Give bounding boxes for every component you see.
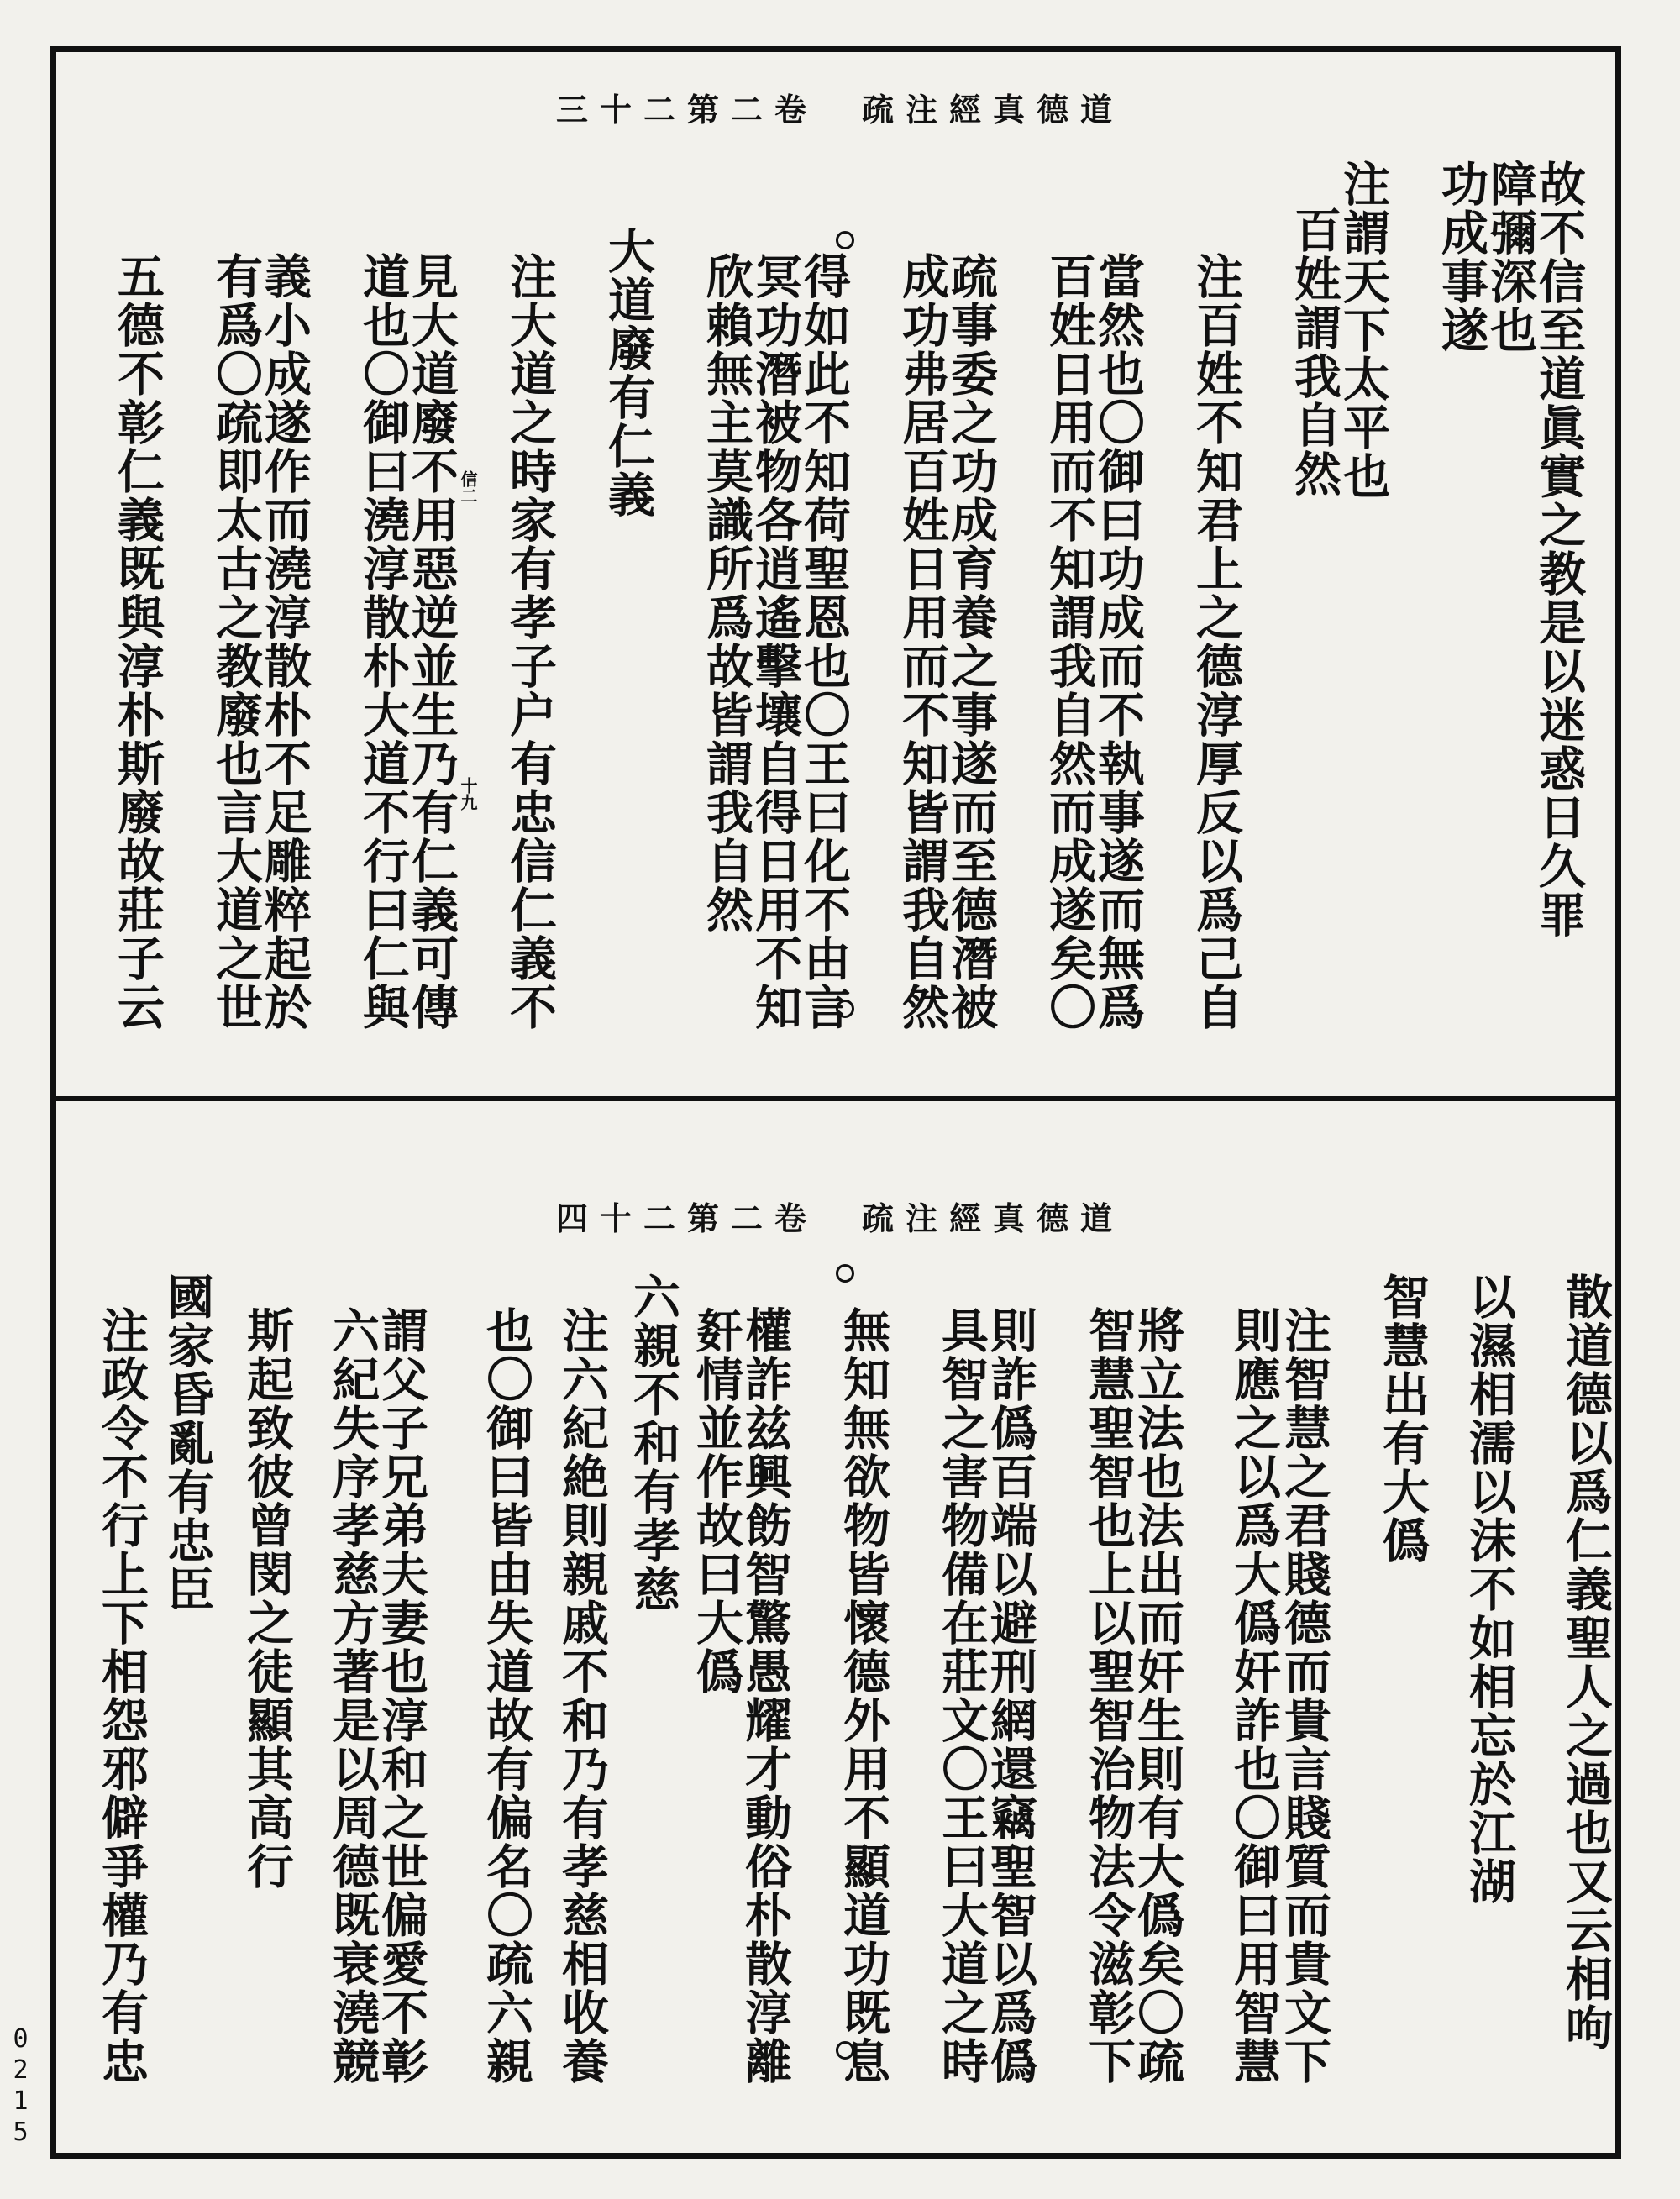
bottom-column-1: 散道德以爲仁義聖人之過也又云相呴 bbox=[1558, 1273, 1614, 2052]
top-column-13: 欣賴無主莫識所爲故皆謂我自然 bbox=[699, 252, 754, 934]
top-column-15: 注大道之時家有孝子户有忠信仁義不 bbox=[502, 252, 558, 1031]
circle-marker bbox=[836, 1000, 854, 1018]
bottom-column-4: 注智慧之君賤德而貴言賤質而貴文下 bbox=[1277, 1306, 1332, 2086]
top-column-5: 百姓謂我自然 bbox=[1287, 206, 1342, 498]
circle-marker bbox=[836, 231, 854, 249]
bottom-column-20: 注政令不行上下相怨邪僻爭權乃有忠 bbox=[94, 1306, 150, 2086]
bottom-column-6: 將立法也法出而奸生則有大僞矣〇疏 bbox=[1130, 1306, 1185, 2086]
page-divider bbox=[50, 1096, 1621, 1101]
circle-marker bbox=[836, 1264, 854, 1283]
top-column-1: 故不信至道眞實之教是以迷惑日久罪 bbox=[1531, 160, 1587, 939]
bottom-column-18: 斯起致彼曾閔之徒顯其高行 bbox=[239, 1306, 295, 1891]
top-column-8: 百姓日用而不知謂我自然而成遂矣〇 bbox=[1042, 252, 1097, 1031]
bottom-column-5: 則應之以爲大僞奸詐也〇御曰用智慧 bbox=[1226, 1306, 1282, 2086]
top-column-6: 注百姓不知君上之德淳厚反以爲己自 bbox=[1189, 252, 1244, 1031]
bottom-page-header: 四十二第二卷 疏注經真德道 bbox=[555, 1199, 1124, 1237]
top-column-16: 見大道廢不用惡逆並生乃有仁義可傳 bbox=[404, 252, 459, 1031]
bottom-column-19: 國家昏亂有忠臣 bbox=[160, 1273, 215, 1614]
bottom-column-8: 則詐僞百端以避刑網還竊聖智以爲僞 bbox=[983, 1306, 1038, 2086]
top-column-17: 道也〇御曰澆淳散朴大道不行曰仁與 bbox=[355, 252, 411, 1031]
top-column-20: 五德不彰仁義既與淳朴斯廢故莊子云 bbox=[110, 252, 165, 1031]
top-column-11: 得如此不知荷聖恩也〇王曰化不由言 bbox=[796, 252, 852, 1031]
top-column-18: 義小成遂作而澆淳散朴不足雕粹起於 bbox=[257, 252, 312, 1031]
page-number: 0215 bbox=[6, 2024, 35, 2149]
top-column-3: 功成事遂 bbox=[1434, 160, 1489, 354]
bottom-column-13: 六親不和有孝慈 bbox=[626, 1273, 681, 1614]
bottom-column-3: 智慧出有大僞 bbox=[1375, 1273, 1431, 1565]
top-column-19: 有爲〇疏即太古之教廢也言大道之世 bbox=[208, 252, 264, 1031]
leaf-note: 十九 bbox=[458, 777, 478, 811]
top-column-2: 障彌深也 bbox=[1483, 160, 1538, 354]
top-page-header: 三十二第二卷 疏注經真德道 bbox=[555, 91, 1124, 129]
top-column-12: 冥功潛被物各逍遙擊壤自得日用不知 bbox=[748, 252, 803, 1031]
bottom-column-11: 權詐兹興飭智驚愚耀才動俗朴散淳離 bbox=[738, 1306, 793, 2086]
top-column-14: 大道廢有仁義 bbox=[601, 227, 656, 519]
bottom-column-17: 六紀失序孝慈方著是以周德既衰澆競 bbox=[325, 1306, 381, 2086]
top-column-9: 疏事委之功成育養之事遂而至德潛被 bbox=[943, 252, 999, 1031]
bottom-column-12: 姧情並作故曰大僞 bbox=[689, 1306, 744, 1696]
top-column-7: 當然也〇御曰功成而不執事遂而無爲 bbox=[1090, 252, 1146, 1031]
bottom-column-14: 注六紀絶則親戚不和乃有孝慈相收養 bbox=[554, 1306, 610, 2086]
bottom-column-10: 無知無欲物皆懷德外用不顯道功既息 bbox=[836, 1306, 891, 2086]
leaf-note: 信二 bbox=[458, 470, 478, 504]
bottom-column-9: 具智之害物備在莊文〇王曰大道之時 bbox=[934, 1306, 990, 2086]
top-column-4: 注謂天下太平也 bbox=[1336, 160, 1391, 501]
bottom-column-7: 智慧聖智也上以聖智治物法令滋彰下 bbox=[1081, 1306, 1137, 2086]
circle-marker bbox=[836, 2041, 854, 2060]
top-column-10: 成功弗居百姓日用而不知皆謂我自然 bbox=[895, 252, 950, 1031]
bottom-column-2: 以濕相濡以沫不如相忘於江湖 bbox=[1462, 1273, 1517, 1906]
bottom-column-15: 也〇御曰皆由失道故有偏名〇疏六親 bbox=[479, 1306, 534, 2086]
bottom-column-16: 謂父子兄弟夫妻也淳和之世偏愛不彰 bbox=[374, 1306, 429, 2086]
